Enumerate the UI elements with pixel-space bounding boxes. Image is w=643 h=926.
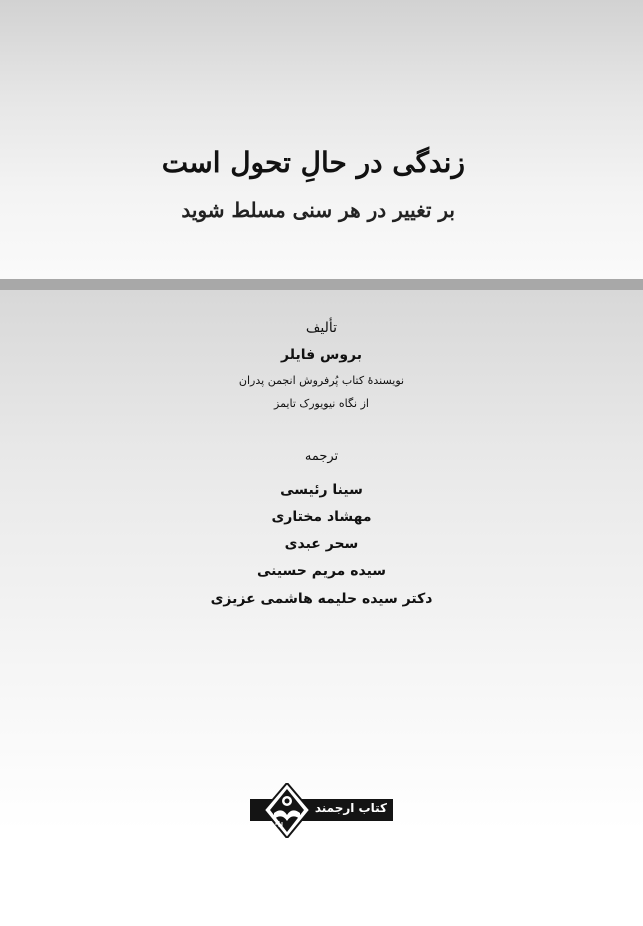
translator-name: دکتر سیده حلیمه هاشمی عزیزی: [210, 591, 433, 607]
translator-name: سینا رئیسی: [280, 482, 363, 498]
publisher-logo: [250, 783, 393, 838]
book-title: زندگی در حالِ تحول است: [161, 146, 465, 179]
author-label: تألیف: [305, 320, 338, 336]
author-description-line1: نویسندهٔ کتاب پُرفروش انجمن پدران: [238, 374, 405, 387]
translator-name: سحر عبدی: [284, 536, 359, 552]
translation-label: ترجمه: [304, 449, 339, 464]
divider-bar: [0, 279, 643, 290]
author-name: بروس فایلر: [281, 347, 362, 363]
publisher-name: کتاب ارجمند: [314, 801, 387, 815]
book-subtitle: بر تغییر در هر سنی مسلط شوید: [181, 198, 455, 222]
author-description-line2: از نگاه نیویورک تایمز: [274, 397, 369, 410]
header-band: [0, 0, 643, 279]
book-emblem-icon: [264, 783, 310, 838]
translator-name: مهشاد مختاری: [271, 509, 372, 525]
translator-name: سیده مریم حسینی: [256, 563, 387, 579]
